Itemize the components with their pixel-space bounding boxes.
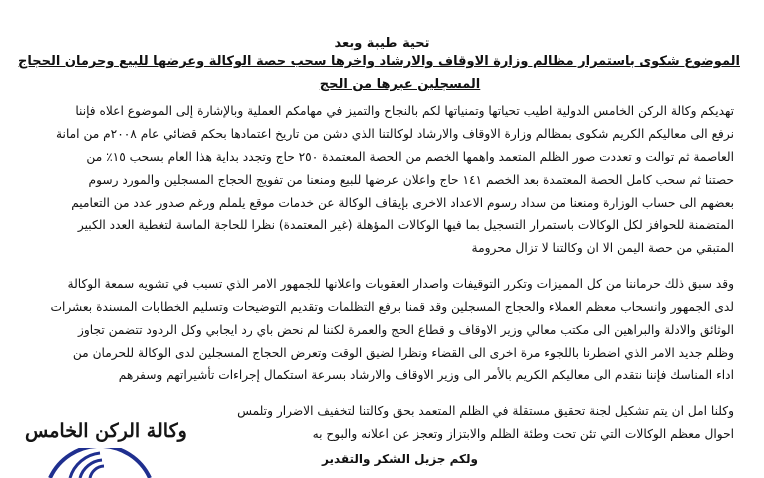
subject-line-1: الموضوع شكوى باستمرار مظالم وزارة الاوقاف والارشاد واخرها سحب حصة الوكالة وعرضها للبيع وحرمان الحجاج (18, 54, 740, 69)
paragraph-3-line: وكلنا امل ان يتم تشكيل لجنة تحقيق مستقلة في الظلم المتعمد بحق وكالتنا لتخفيف الاضرار وتلمس (237, 404, 734, 418)
stamp-agency-name: وكالة الركن الخامس (25, 420, 187, 442)
paragraph-1-line: نرفع الى معاليكم الكريم شكوى بمظالم وزارة الاوقاف والارشاد لوكالتنا الذي دشن من تاريخ اعتمادها بحكم قضائي عام ٢٠٠٨م من امانة (56, 127, 734, 141)
paragraph-1-line: المتضمنة للحوافز لكل الوكالات باستمرار التسجيل بما فيها الوكالات المؤهلة (غير المعتمدة) نظرا للحاجة الماسة لتغطية العدد الكبير (77, 218, 734, 232)
closing: ولكم جزيل الشكر والتقدير (321, 452, 478, 466)
paragraph-1-line: بعضهم الى حساب الوزارة ومنعنا من سداد رسوم الاعداد الاخرى بإيقاف الوكالة عن خدمات موقع يلملم ورغم صدور عدد من التعاميم (71, 196, 734, 210)
paragraph-3-line: احوال معظم الوكالات التي تئن تحت وطئة الظلم والابتزاز وتعجز عن اعلانه والبوح به (312, 427, 734, 441)
paragraph-2-line: لدى الجمهور وانسحاب معظم العملاء والحجاج المسجلين وقد قمنا برفع التظلمات وتقديم التوضيحات وتسليم الخطابات المسندة بعشرات (50, 300, 734, 314)
paragraph-2-line: وقد سبق ذلك حرماننا من كل المميزات وتكرر التوقيفات واصدار العقوبات واعلانها للجمهور الامر الذي تسبب في تشويه سمعة الوكالة (67, 277, 734, 291)
greeting: تحية طيبة وبعد (334, 36, 430, 51)
paragraph-1-line: تهديكم وكالة الركن الخامس الدولية اطيب تحياتها وتمنياتها لكم بالنجاح والتميز في مهامكم العملية وبالإشارة إلى الموضوع اعلاه فإننا (75, 104, 734, 118)
paragraph-1-line: العاصمة ثم توالت و تعددت صور الظلم المتعمد واهمها الخصم من الحصة المعتمدة ٢٥٠ حاج وتجدد بداية هذا العام بسحب ١٥٪ من (86, 150, 734, 164)
paragraph-1-line: حصتنا ثم سحب كامل الحصة المعتمدة بعد الخصم ١٤١ حاج واعلان عرضها للبيع ومنعنا من تفويج الحجاج المسجلين والمورد رسوم (88, 173, 734, 187)
paragraph-1-line: المتبقي من حصة اليمن الا ان وكالتنا لا تزال محرومة (471, 241, 734, 255)
subject-line-2: المسجلين عبرها من الحج (319, 77, 481, 92)
paragraph-2-line: الوثائق والادلة والبراهين الى مكتب معالي وزير الاوقاف و قطاع الحج والعمرة لكننا لم نحض باي رد ايجابي وكل الردود تتضمن تجاوز (77, 323, 734, 337)
paragraph-2-line: اداء المناسك فإننا نتقدم الى معاليكم الكريم بالأمر الى وزير الاوقاف والارشاد بسرعة استكمال إجراءات تأشيراتهم وسفرهم (118, 368, 734, 382)
stamp-seal (40, 448, 160, 478)
paragraph-2-line: وظلم جديد الامر الذي اضطرنا باللجوء مرة اخرى الى القضاء ونظرا لضيق الوقت وتعرض الحجاج المسجلين لدى الوكالة للحرمان من (72, 346, 734, 360)
